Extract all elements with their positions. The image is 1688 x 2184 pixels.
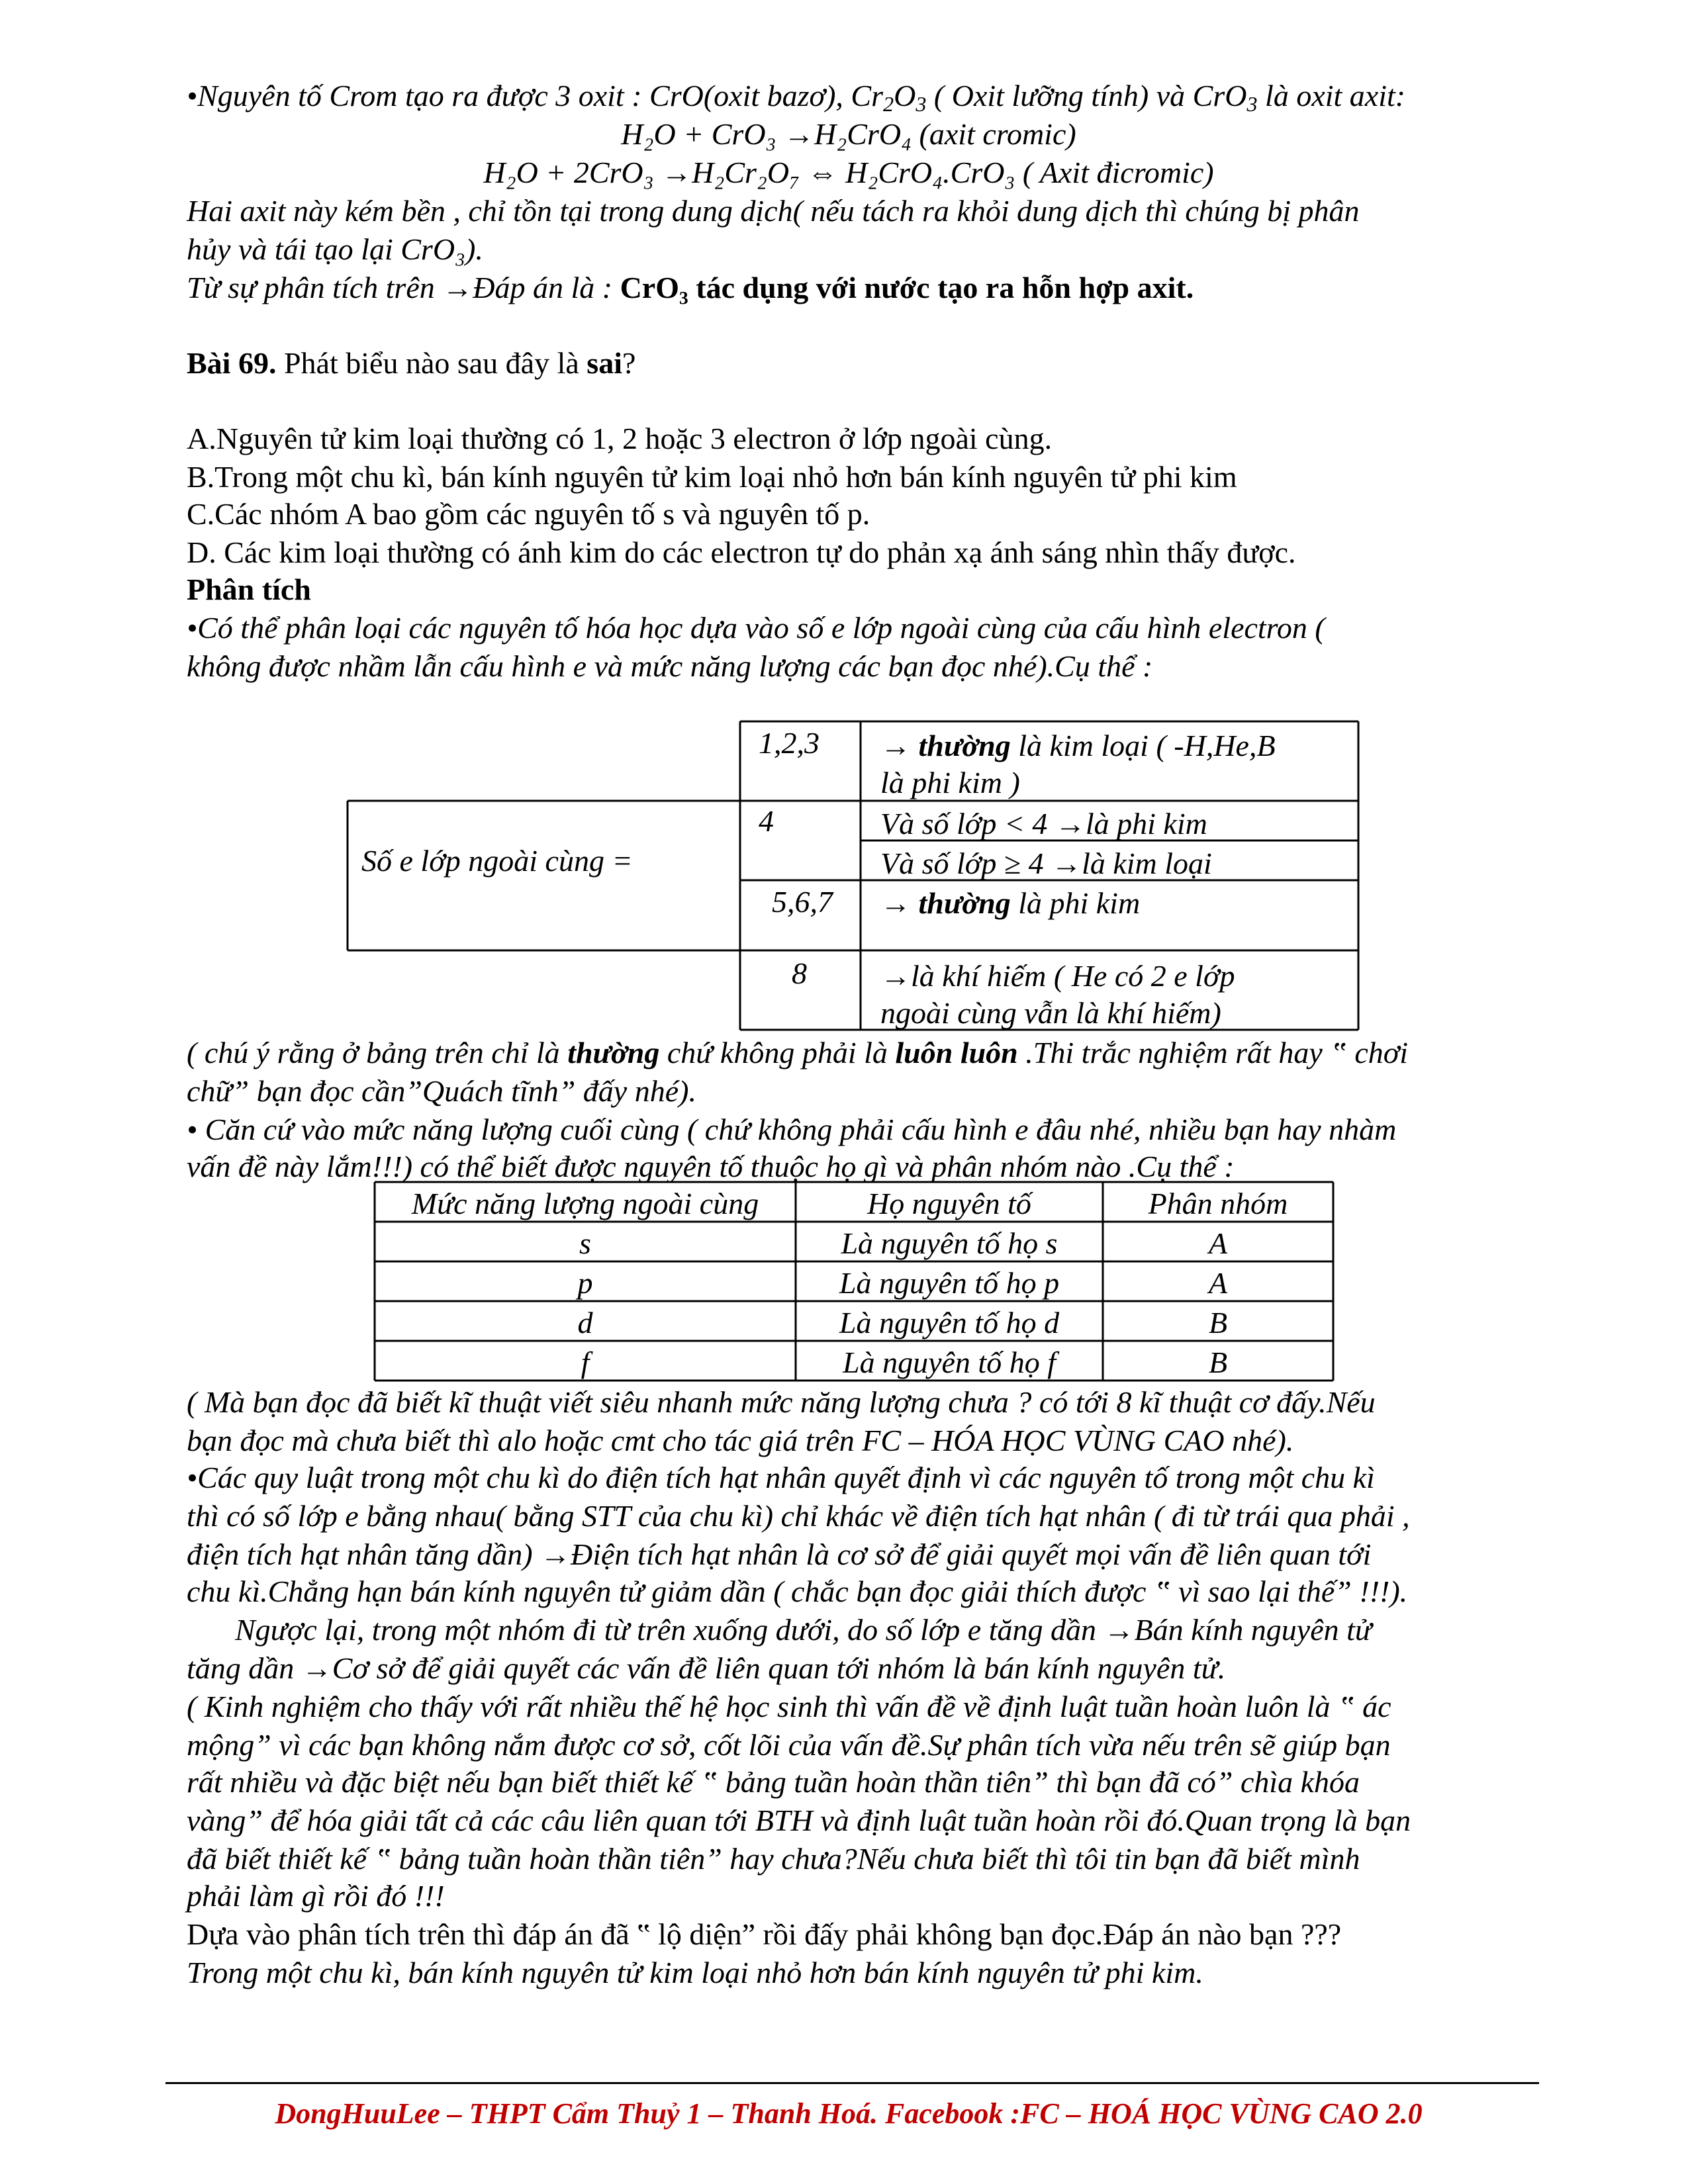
intro-line-1: •Nguyên tố Crom tạo ra được 3 oxit : CrO(oxit bazơ), $Cr_2O_3$ ( Oxit lưỡng tính) và CrO$_3$ là oxit axit:: [187, 79, 1406, 116]
para-c-1: Ngược lại, trong một nhóm đi từ trên xuống dưới, do số lớp e tăng dần →Bán kính nguyên tử: [235, 1613, 1372, 1647]
t1-r4-line-2: ngoài cùng vẫn là khí hiếm): [880, 996, 1221, 1030]
para-b-3: điện tích hạt nhân tăng dần) →Điện tích hạt nhân là cơ sở để giải quyết mọi vấn đề liên quan tới: [187, 1537, 1372, 1571]
para-d-2: mộng” vì các bạn không nắm được cơ sở, cốt lõi của vấn đề.Sự phân tích vừa nếu trên sẽ giúp bạn: [187, 1728, 1391, 1762]
option-d: D. Các kim loại thường có ánh kim do các electron tự do phản xạ ánh sáng nhìn thấy được.: [187, 535, 1296, 569]
para-d-3: rất nhiều và đặc biệt nếu bạn biết thiết kế ‟ bảng tuần hoàn thần tiên” thì bạn đã có” chìa khóa: [187, 1765, 1360, 1799]
t2-cell: Là nguyên tố họ p: [839, 1266, 1060, 1300]
analysis-line-1: •Có thể phân loại các nguyên tố hóa học dựa vào số e lớp ngoài cùng của cấu hình electron (: [187, 611, 1325, 645]
t2-header-family: Họ nguyên tố: [867, 1187, 1031, 1220]
option-a: A.Nguyên tử kim loại thường có 1, 2 hoặc 3 electron ở lớp ngoài cùng.: [187, 422, 1053, 455]
intro-note-line-1: Hai axit này kém bền , chỉ tồn tại trong dung dịch( nếu tách ra khỏi dung dịch thì chúng bị phân: [187, 194, 1360, 228]
intro-note-line-2: hủy và tái tạo lại CrO₃).: [187, 232, 483, 266]
para-d-6: phải làm gì rồi đó !!!: [187, 1879, 445, 1913]
question-heading: Bài 69. Phát biểu nào sau đây là sai?: [187, 346, 636, 380]
t1-left-label: Số e lớp ngoài cùng =: [361, 844, 633, 878]
para-a-2: bạn đọc mà chưa biết thì alo hoặc cmt cho tác giá trên FC – HÓA HỌC VÙNG CAO nhé).: [187, 1424, 1294, 1457]
t2-cell: A: [1208, 1226, 1228, 1260]
t1-key-3: 5,6,7: [772, 885, 833, 919]
para-b-4: chu kì.Chẳng hạn bán kính nguyên tử giảm dần ( chắc bạn đọc giải thích được ‟ vì sao lại thế” !!!).: [187, 1574, 1408, 1608]
t2-cell: d: [577, 1306, 593, 1340]
equation-2: H₂O + 2CrO₃ →H₂Cr₂O₇ ⇔ H₂CrO₄.CrO₃ ( Axit đicromic): [483, 156, 1214, 189]
footer-credit: DongHuuLee – THPT Cẩm Thuỷ 1 – Thanh Hoá. Facebook :FC – HOÁ HỌC VÙNG CAO 2.0: [275, 2097, 1423, 2130]
final-answer: Trong một chu kì, bán kính nguyên tử kim loại nhỏ hơn bán kính nguyên tử phi kim.: [187, 1956, 1203, 1989]
footer-divider: [165, 2082, 1539, 2084]
para-b-2: thì có số lớp e bằng nhau( bằng STT của chu kì) chỉ khác về điện tích hạt nhân ( đi từ trái qua phải ,: [187, 1499, 1410, 1533]
t1-note-line-2: chữ” bạn đọc cần”Quách tĩnh” đấy nhé).: [187, 1074, 696, 1108]
equation-1: H₂O + CrO₃ →H₂CrO₄ (axit cromic): [621, 117, 1076, 151]
t1-r3: → thường là phi kim: [880, 886, 1141, 920]
t2-cell: Là nguyên tố họ s: [841, 1226, 1058, 1260]
analysis-line-2: không được nhầm lẫn cấu hình e và mức năng lượng các bạn đọc nhé).Cụ thể :: [187, 649, 1153, 683]
t2-cell: Là nguyên tố họ f: [843, 1345, 1056, 1379]
t1-note-line-1: ( chú ý rằng ở bảng trên chỉ là thường chứ không phải là luôn luôn .Thi trắc nghiệm rất hay ‟ chơi: [187, 1036, 1409, 1069]
t1-r1-line-1: → thường là kim loại ( -H,He,B: [880, 729, 1276, 762]
t2-cell: B: [1208, 1345, 1228, 1379]
t1-key-2: 4: [759, 804, 774, 838]
t2-cell: A: [1208, 1266, 1228, 1300]
energy-line-2: vấn đề này lắm!!!) có thể biết được nguyên tố thuộc họ gì và phân nhóm nào .Cụ thể :: [187, 1150, 1235, 1183]
t2-header-energy: Mức năng lượng ngoài cùng: [411, 1187, 759, 1220]
t1-key-1: 1,2,3: [759, 726, 820, 760]
t1-key-4: 8: [792, 956, 807, 990]
energy-line-1: • Căn cứ vào mức năng lượng cuối cùng ( chứ không phải cấu hình e đâu nhé, nhiều bạn hay nhàm: [187, 1113, 1397, 1146]
para-d-1: ( Kinh nghiệm cho thấy với rất nhiều thế hệ học sinh thì vấn đề về định luật tuần hoàn luôn là ‟ ác: [187, 1690, 1391, 1723]
t2-cell: f: [581, 1345, 590, 1379]
option-c: C.Các nhóm A bao gồm các nguyên tố s và nguyên tố p.: [187, 497, 870, 531]
t2-cell: s: [579, 1226, 591, 1260]
intro-answer: Từ sự phân tích trên →Đáp án là : CrO₃ tác dụng với nước tạo ra hỗn hợp axit.: [187, 271, 1194, 304]
option-b: B.Trong một chu kì, bán kính nguyên tử kim loại nhỏ hơn bán kính nguyên tử phi kim: [187, 460, 1237, 494]
t1-r2-b: Và số lớp ≥ 4 →là kim loại: [880, 846, 1212, 880]
para-b-1: •Các quy luật trong một chu kì do điện tích hạt nhân quyết định vì các nguyên tố trong một chu kì: [187, 1461, 1375, 1494]
t2-cell: Là nguyên tố họ d: [839, 1306, 1060, 1340]
t1-r2-a: Và số lớp < 4 →là phi kim: [880, 807, 1207, 841]
para-d-5: đã biết thiết kế ‟ bảng tuần hoàn thần tiên” hay chưa?Nếu chưa biết thì tôi tin bạn đã biết mình: [187, 1842, 1360, 1876]
t2-header-group: Phân nhóm: [1148, 1187, 1288, 1220]
para-e-1: Dựa vào phân tích trên thì đáp án đã ‟ lộ diện” rồi đấy phải không bạn đọc.Đáp án nào bạn ???: [187, 1917, 1342, 1951]
t1-r4-line-1: →là khí hiếm ( He có 2 e lớp: [880, 959, 1235, 993]
t1-r1-line-2: là phi kim ): [880, 766, 1020, 799]
para-c-2: tăng dần →Cơ sở để giải quyết các vấn đề liên quan tới nhóm là bán kính nguyên tử.: [187, 1651, 1226, 1685]
t2-cell: p: [577, 1266, 593, 1300]
para-d-4: vàng” để hóa giải tất cả các câu liên quan tới BTH và định luật tuần hoàn rồi đó.Quan trọng là bạn: [187, 1803, 1411, 1837]
analysis-heading: Phân tích: [187, 572, 311, 606]
t2-cell: B: [1208, 1306, 1228, 1340]
para-a-1: ( Mà bạn đọc đã biết kĩ thuật viết siêu nhanh mức năng lượng chưa ? có tới 8 kĩ thuật cơ đấy.Nếu: [187, 1385, 1376, 1419]
